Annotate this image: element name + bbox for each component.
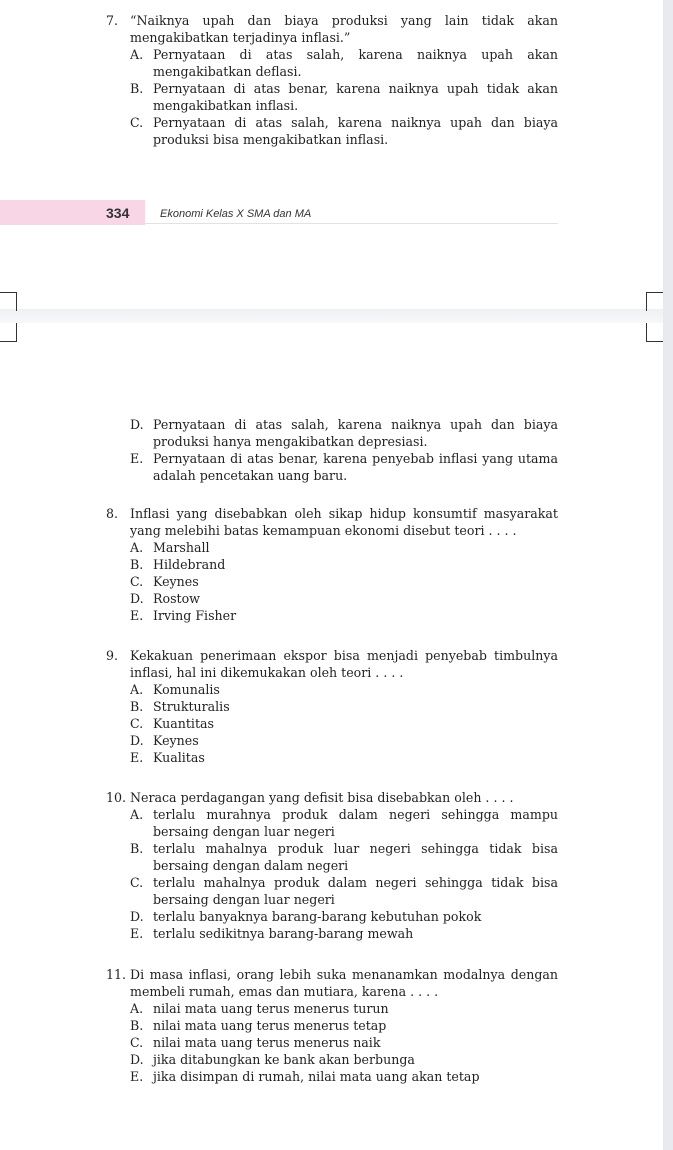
option-letter: C. [130,716,144,731]
option-text: jika disimpan di rumah, nilai mata uang akan tetap [153,1069,480,1084]
option-letter: B. [130,1018,144,1033]
option-text: jika ditabungkan ke bank akan berbunga [153,1052,415,1067]
question-11-stem [106,966,558,1000]
option-a [130,806,558,840]
option-a [130,539,558,556]
option-b [130,698,558,715]
option-c [130,715,558,732]
option-letter: D. [130,417,144,432]
question-number: 7. [106,13,119,28]
question-8-stem [106,505,558,539]
question-number: 11. [106,967,127,982]
option-b [130,840,558,874]
question-7-continued [106,416,558,484]
option-text: terlalu mahalnya produk luar negeri sehingga tidak bisa bersaing dengan dalam negeri [153,841,558,873]
option-text: nilai mata uang terus menerus tetap [153,1018,387,1033]
option-letter: A. [130,682,144,697]
option-d [130,590,558,607]
question-7-stem [106,12,558,46]
option-text: terlalu murahnya produk dalam negeri sehingga mampu bersaing dengan luar negeri [153,807,558,839]
option-letter: D. [130,909,144,924]
option-letter: E. [130,1069,144,1084]
option-text: Pernyataan di atas salah, karena naiknya upah dan biaya produksi hanya mengakibatkan depresiasi. [153,417,558,449]
option-letter: A. [130,47,144,62]
option-e [130,607,558,624]
option-c [130,573,558,590]
option-letter: E. [130,451,144,466]
question-number: 9. [106,648,119,663]
option-letter: A. [130,540,144,555]
crop-mark [0,323,17,342]
question-number: 10. [106,790,127,805]
option-text: Marshall [153,540,210,555]
page-edge [663,0,673,1150]
question-text: “Naiknya upah dan biaya produksi yang lain tidak akan mengakibatkan terjadinya inflasi.” [130,13,558,45]
option-a [130,46,558,80]
book-title: Ekonomi Kelas X SMA dan MA [160,208,312,220]
question-10-stem [106,789,558,806]
crop-mark [0,292,17,311]
option-text: nilai mata uang terus menerus turun [153,1001,389,1016]
option-letter: C. [130,875,144,890]
footer-divider [145,223,558,224]
page-separator [0,309,663,323]
question-8 [106,505,558,624]
option-letter: B. [130,841,144,856]
option-d [130,1051,558,1068]
option-d [130,908,558,925]
option-text: Komunalis [153,682,220,697]
question-9 [106,647,558,766]
option-a [130,681,558,698]
option-c [130,1034,558,1051]
question-10 [106,789,558,942]
option-text: Kuantitas [153,716,214,731]
option-b [130,80,558,114]
option-letter: C. [130,115,144,130]
option-text: Keynes [153,733,199,748]
option-letter: E. [130,926,144,941]
question-number: 8. [106,506,119,521]
option-letter: B. [130,557,144,572]
option-letter: B. [130,81,144,96]
crop-mark [646,292,663,311]
option-e [130,1068,558,1085]
option-c [130,874,558,908]
option-text: Kualitas [153,750,205,765]
option-letter: E. [130,750,144,765]
option-text: Pernyataan di atas benar, karena naiknya upah tidak akan mengakibatkan inflasi. [153,81,558,113]
option-e [130,749,558,766]
option-text: terlalu banyaknya barang-barang kebutuhan pokok [153,909,482,924]
option-b [130,1017,558,1034]
option-text: nilai mata uang terus menerus naik [153,1035,381,1050]
question-text: Kekakuan penerimaan ekspor bisa menjadi penyebab timbulnya inflasi, hal ini dikemukakan oleh teori . . . . [130,648,558,680]
question-text: Di masa inflasi, orang lebih suka menanamkan modalnya dengan membeli rumah, emas dan mutiara, karena . . . . [130,967,558,999]
option-a [130,1000,558,1017]
option-text: Hildebrand [153,557,226,572]
question-7 [106,12,558,148]
question-text: Inflasi yang disebabkan oleh sikap hidup konsumtif masyarakat yang melebihi batas kemampuan ekonomi disebut teori . . . . [130,506,558,538]
option-c [130,114,558,148]
question-9-stem [106,647,558,681]
page-number: 334 [106,205,130,221]
question-text: Neraca perdagangan yang defisit bisa disebabkan oleh . . . . [130,790,514,805]
option-text: Pernyataan di atas salah, karena naiknya upah dan biaya produksi bisa mengakibatkan inflasi. [153,115,558,147]
option-text: terlalu sedikitnya barang-barang mewah [153,926,414,941]
option-letter: E. [130,608,144,623]
option-text: Keynes [153,574,199,589]
option-letter: B. [130,699,144,714]
option-d [130,416,558,450]
option-letter: A. [130,1001,144,1016]
option-text: Pernyataan di atas benar, karena penyebab inflasi yang utama adalah pencetakan uang baru. [153,451,558,483]
option-text: terlalu mahalnya produk dalam negeri sehingga tidak bisa bersaing dengan luar negeri [153,875,558,907]
option-letter: A. [130,807,144,822]
option-b [130,556,558,573]
option-letter: C. [130,1035,144,1050]
option-text: Pernyataan di atas salah, karena naiknya upah akan mengakibatkan deflasi. [153,47,558,79]
option-letter: D. [130,733,144,748]
option-letter: D. [130,1052,144,1067]
option-text: Rostow [153,591,200,606]
option-text: Irving Fisher [153,608,237,623]
option-e [130,450,558,484]
question-11 [106,966,558,1085]
option-d [130,732,558,749]
option-e [130,925,558,942]
crop-mark [646,323,663,342]
option-letter: D. [130,591,144,606]
option-text: Strukturalis [153,699,230,714]
option-letter: C. [130,574,144,589]
